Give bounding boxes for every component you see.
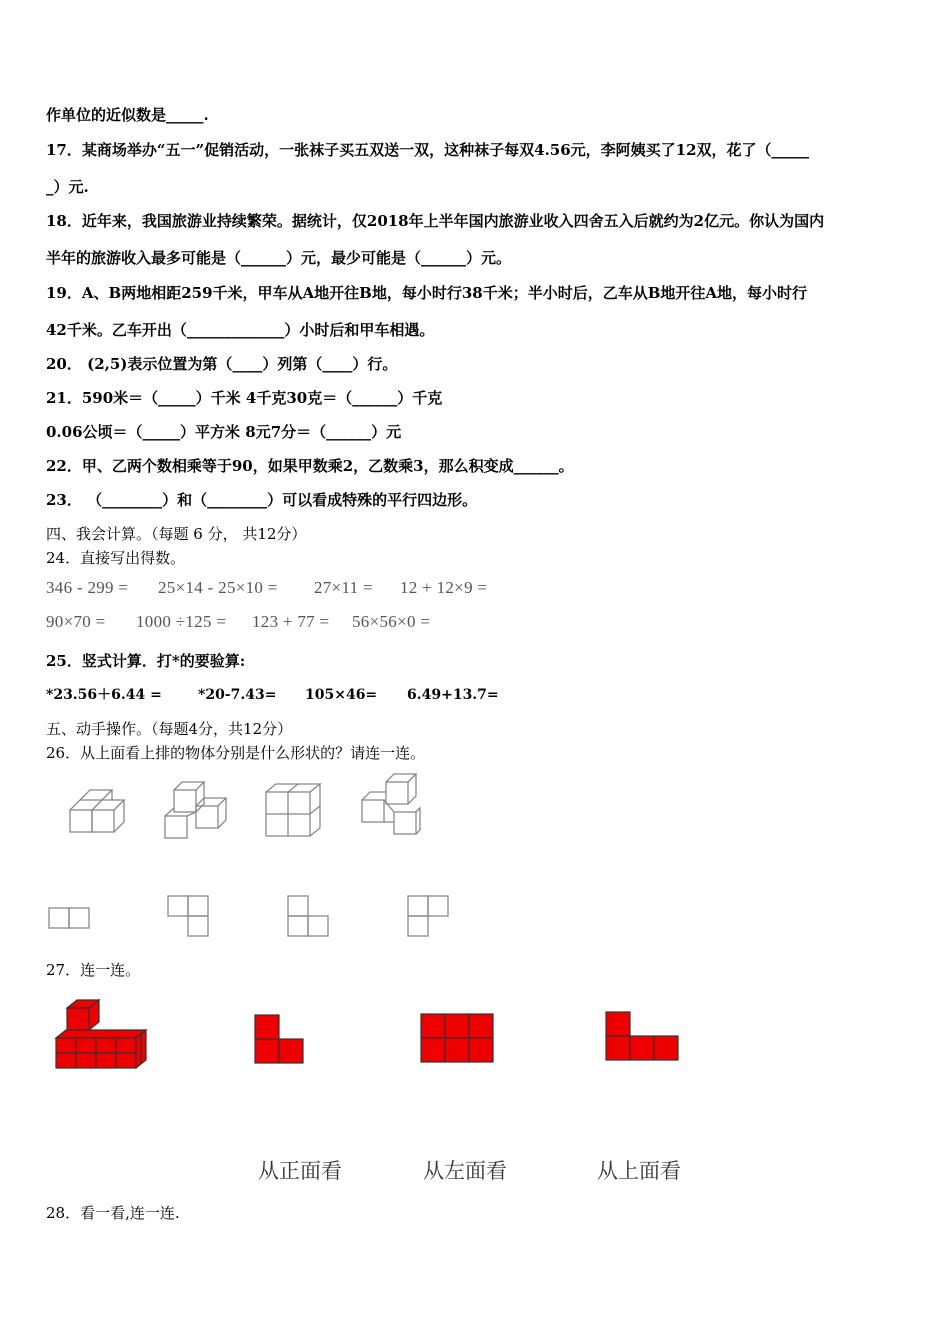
q18-line-1: 18．近年来，我国旅游业持续繁荣。据统计，仅2018年上半年国内旅游业收入四舍五入后就约为2亿元。你认为国内 [46, 212, 825, 230]
calc-item: 123 + 77 = [252, 612, 330, 631]
q26-view-3 [286, 894, 330, 940]
calc-row-1 [46, 578, 487, 598]
q22: 22．甲、乙两个数相乘等于90，如果甲数乘2，乙数乘3，那么积变成______。 [46, 457, 574, 475]
q27: 27．连一连。 [46, 961, 141, 979]
calc-item: 56×56×0 = [352, 612, 431, 631]
view-label-top: 从上面看 [597, 1159, 681, 1183]
view-label-left: 从左面看 [423, 1159, 507, 1183]
q25: 25．竖式计算．打*的要验算: [46, 652, 246, 670]
q20: 20． (2,5)表示位置为第（____）列第（____）行。 [46, 355, 398, 373]
vertical-calc-row [46, 684, 499, 704]
q19-line-1: 19．A、B两地相距259千米，甲车从A地开往B地，每小时行38千米；半小时后，乙车从B地开往A地，每小时行 [46, 284, 808, 302]
q16-tail: 作单位的近似数是_____. [46, 106, 209, 124]
q26-solid-3 [262, 782, 326, 838]
calc-item: 27×11 = [314, 578, 373, 597]
q18-line-2: 半年的旅游收入最多可能是（______）元，最少可能是（______）元。 [46, 249, 512, 267]
q28: 28．看一看,连一连. [46, 1204, 180, 1222]
calc-row-2 [46, 612, 430, 632]
section-5-heading: 五、动手操作。（每题4分，共12分） [46, 720, 293, 738]
calc-item: 90×70 = [46, 612, 106, 631]
q26-view-2 [166, 894, 210, 940]
vertical-calc-item: 105×46= [305, 687, 378, 703]
q27-red-solid [52, 998, 152, 1072]
vertical-calc-item: *20-7.43= [198, 687, 277, 703]
q26-solid-4 [356, 772, 426, 838]
q27-red-view-1 [254, 1014, 306, 1066]
calc-item: 346 - 299 = [46, 578, 129, 597]
q24: 24．直接写出得数。 [46, 549, 186, 567]
q19-line-2: 42千米。乙车开出（_____________）小时后和甲车相遇。 [46, 321, 435, 339]
q17-line-2: _）元. [46, 178, 89, 196]
calc-item: 25×14 - 25×10 = [158, 578, 278, 597]
q26: 26．从上面看上排的物体分别是什么形状的？请连一连。 [46, 744, 426, 762]
q26-solid-1 [60, 788, 130, 838]
q21-line-2: 0.06公顷＝（_____）平方米 8元7分＝（______）元 [46, 423, 402, 441]
view-label-front: 从正面看 [258, 1159, 342, 1183]
q26-solid-2 [160, 780, 230, 842]
vertical-calc-item: *23.56＋6.44 = [46, 687, 162, 703]
calc-item: 12 + 12×9 = [400, 578, 488, 597]
q26-view-1 [48, 906, 92, 930]
q21-line-1: 21．590米＝（_____）千米 4千克30克＝（______）千克 [46, 389, 443, 407]
q27-red-view-2 [420, 1013, 496, 1065]
q27-red-view-3 [605, 1011, 681, 1063]
vertical-calc-item: 6.49+13.7= [407, 687, 499, 703]
q26-view-4 [406, 894, 452, 940]
section-4-heading: 四、我会计算。（每题 6 分， 共12分） [46, 525, 307, 543]
q23: 23． （________）和（________）可以看成特殊的平行四边形。 [46, 491, 478, 509]
calc-item: 1000 ÷125 = [136, 612, 227, 631]
q17-line-1: 17．某商场举办“五一”促销活动，一张袜子买五双送一双，这种袜子每双4.56元，李阿姨买了12双，花了（_____ [46, 141, 810, 159]
